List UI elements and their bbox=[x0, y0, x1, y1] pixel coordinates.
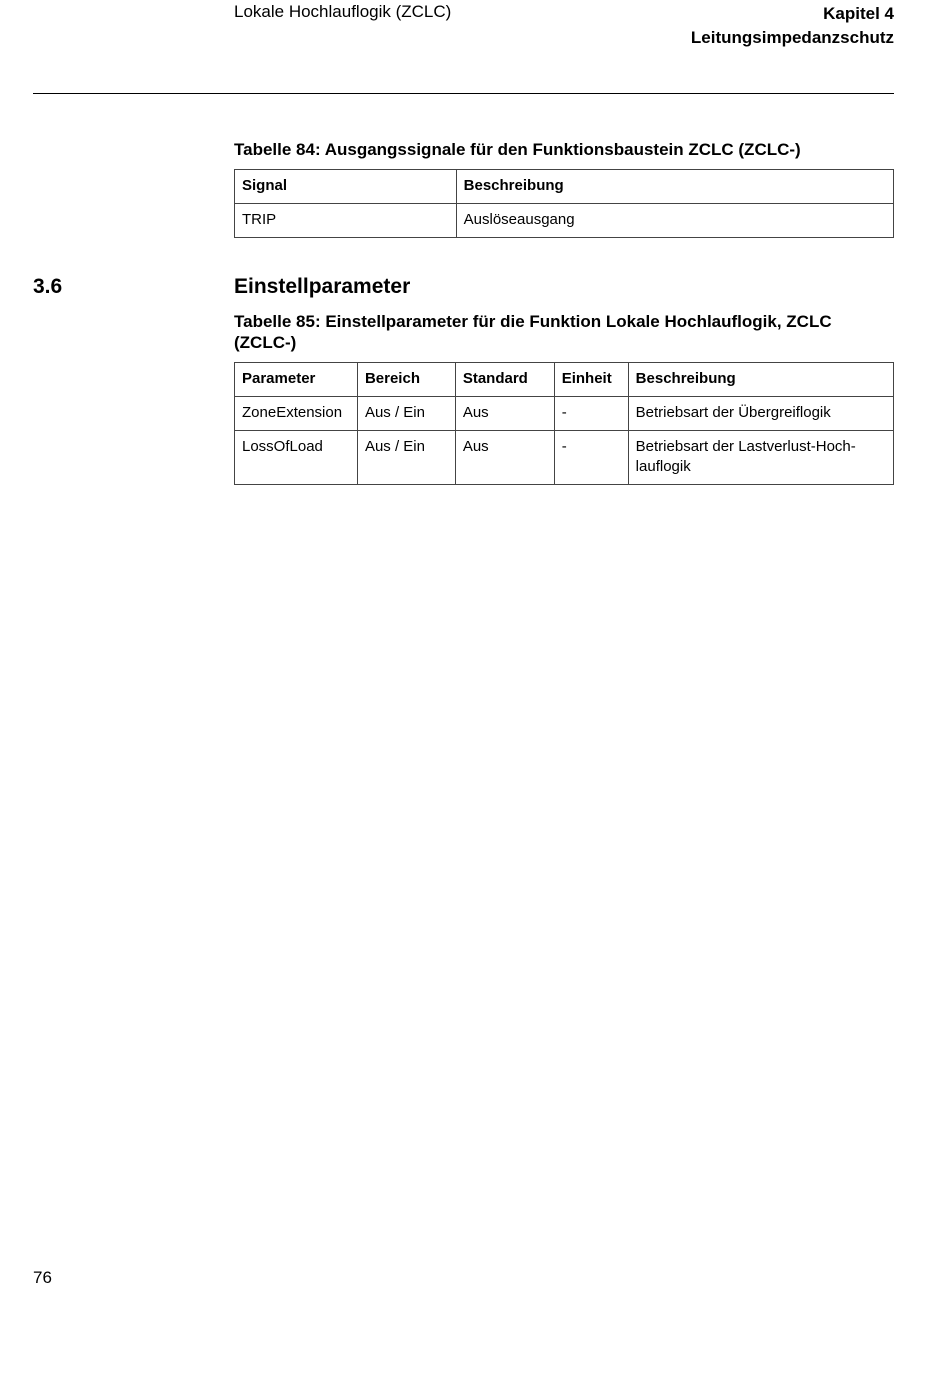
table-84-caption: Tabelle 84: Ausgangssignale für den Funktionsbaustein ZCLC (ZCLC-) bbox=[234, 140, 801, 159]
section-number: 3.6 bbox=[33, 275, 63, 298]
column-header-description: Beschreibung bbox=[628, 363, 893, 397]
output-signals-table bbox=[234, 169, 894, 238]
parameter-cell: LossOfLoad bbox=[235, 431, 358, 485]
chapter-number: Kapitel 4 bbox=[823, 4, 894, 23]
default-cell: Aus bbox=[455, 431, 554, 485]
unit-cell: - bbox=[554, 397, 628, 431]
column-header-unit: Einheit bbox=[554, 363, 628, 397]
running-header-title: Lokale Hochlauflogik (ZCLC) bbox=[234, 2, 452, 21]
description-cell: Auslöseausgang bbox=[456, 204, 893, 238]
column-header-parameter: Parameter bbox=[235, 363, 358, 397]
column-header-default: Standard bbox=[455, 363, 554, 397]
header-divider bbox=[33, 93, 894, 94]
table-85-caption-line-1: Tabelle 85: Einstellparameter für die Funktion Lokale Hochlauflogik, ZCLC bbox=[234, 312, 832, 331]
signal-cell: TRIP bbox=[235, 204, 457, 238]
description-cell: Betriebsart der Übergreiflogik bbox=[628, 397, 893, 431]
table-row bbox=[235, 431, 894, 485]
range-cell: Aus / Ein bbox=[357, 431, 455, 485]
table-header-row bbox=[235, 363, 894, 397]
range-cell: Aus / Ein bbox=[357, 397, 455, 431]
table-row bbox=[235, 397, 894, 431]
unit-cell: - bbox=[554, 431, 628, 485]
table-row bbox=[235, 204, 894, 238]
column-header-description: Beschreibung bbox=[456, 170, 893, 204]
setting-parameters-table bbox=[234, 362, 894, 485]
table-85-caption bbox=[234, 311, 832, 353]
table-header-row bbox=[235, 170, 894, 204]
chapter-title: Leitungsimpedanzschutz bbox=[690, 28, 894, 47]
column-header-range: Bereich bbox=[357, 363, 455, 397]
section-title: Einstellparameter bbox=[234, 275, 411, 298]
default-cell: Aus bbox=[455, 397, 554, 431]
page-number: 76 bbox=[33, 1268, 52, 1287]
table-85-caption-line-2: (ZCLC-) bbox=[234, 333, 297, 352]
chapter-heading bbox=[691, 2, 894, 50]
parameter-cell: ZoneExtension bbox=[235, 397, 358, 431]
description-cell: Betriebsart der Lastverlust-Hoch-lauflogik bbox=[628, 431, 893, 485]
column-header-signal: Signal bbox=[235, 170, 457, 204]
